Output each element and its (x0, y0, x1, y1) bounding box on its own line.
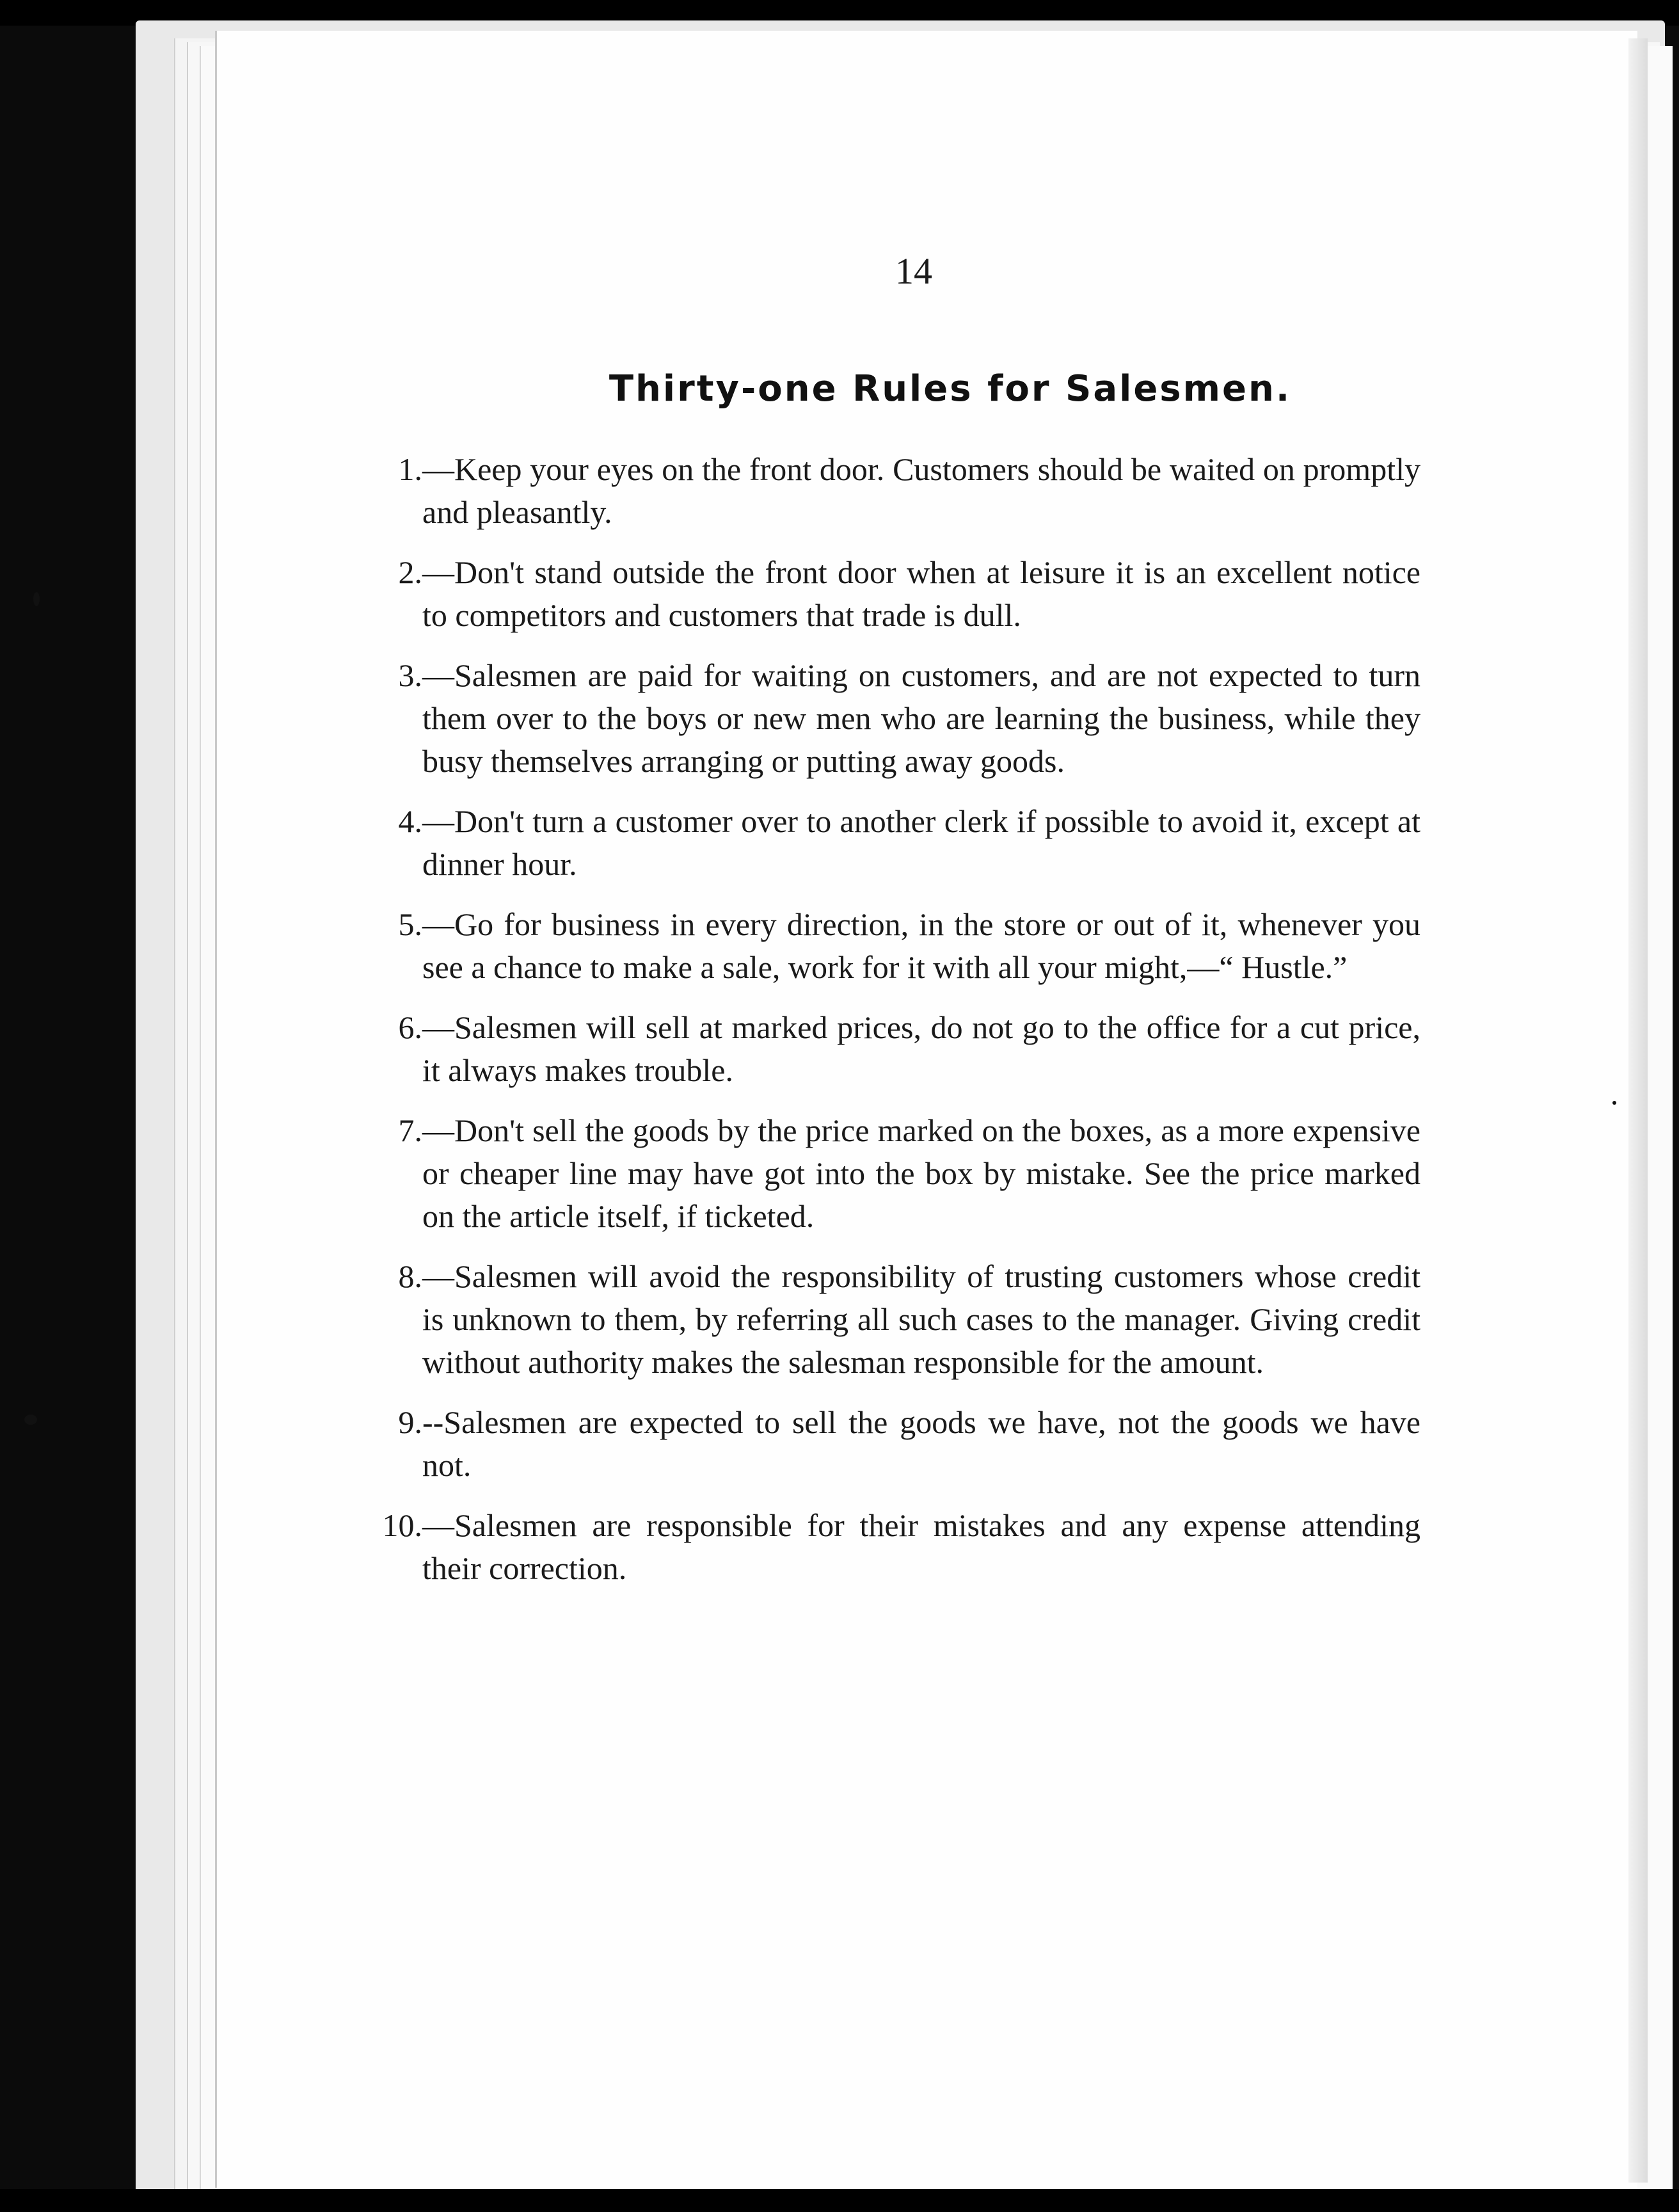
list-item (398, 1006, 1420, 1092)
rule-number: 10. (382, 1507, 422, 1543)
rule-number: 2. (398, 554, 422, 590)
rule-number: 8. (398, 1258, 422, 1294)
page-gutter-shadow (1628, 38, 1648, 2183)
rule-text: —Go for business in every direction, in the store or out of it, whenever you see a chance to make a sale, work for it with all your might,—“ Hustle.” (422, 906, 1420, 985)
rule-text: —Don't sell the goods by the price marked on the boxes, as a more expensive or cheaper line may have got into the box by mistake. See the price marked on the article itself, if ticketed. (422, 1112, 1420, 1234)
list-item (398, 654, 1420, 783)
page-title: Thirty-one Rules for Salesmen. (609, 368, 1292, 410)
rules-list (382, 448, 1420, 1607)
rule-number: 6. (398, 1009, 422, 1045)
rule-text: —Keep your eyes on the front door. Customers should be waited on promptly and pleasantly. (422, 451, 1420, 530)
rule-number: 4. (398, 803, 422, 839)
rule-text: —Don't turn a customer over to another clerk if possible to avoid it, except at dinner hour. (422, 803, 1420, 882)
rule-number: 5. (398, 906, 422, 942)
rule-text: —Salesmen will avoid the responsibility of trusting customers whose credit is unknown to them, by referring all such cases to the manager. Giving credit without authority makes the salesman responsible for the amount. (422, 1258, 1420, 1380)
list-item (382, 1504, 1420, 1590)
list-item (398, 1109, 1420, 1238)
rule-number: 1. (398, 451, 422, 487)
list-item (398, 1255, 1420, 1384)
rule-text: —Salesmen are responsible for their mistakes and any expense attending their correction. (422, 1507, 1420, 1586)
rule-number: 7. (398, 1112, 422, 1148)
list-item (398, 1401, 1420, 1487)
margin-speck (1612, 1101, 1616, 1105)
rule-text: —Don't stand outside the front door when at leisure it is an excellent notice to competitors and customers that trade is dull. (422, 554, 1420, 633)
page-number: 14 (895, 250, 932, 292)
list-item (398, 448, 1420, 534)
scan-bottom-border (0, 2189, 1679, 2212)
rule-text: --Salesmen are expected to sell the goods we have, not the goods we have not. (422, 1404, 1420, 1483)
rule-text: —Salesmen are paid for waiting on customers, and are not expected to turn them over to the boys or new men who are learning the business, while they busy themselves arranging or putting away goods. (422, 657, 1420, 779)
list-item (398, 800, 1420, 886)
list-item (398, 551, 1420, 637)
margin-speck (33, 592, 40, 606)
list-item (398, 903, 1420, 989)
rule-text: —Salesmen will sell at marked prices, do not go to the office for a cut price, it always makes trouble. (422, 1009, 1420, 1088)
rule-number: 3. (398, 657, 422, 693)
margin-speck (24, 1415, 37, 1425)
rule-number: 9. (398, 1404, 422, 1440)
